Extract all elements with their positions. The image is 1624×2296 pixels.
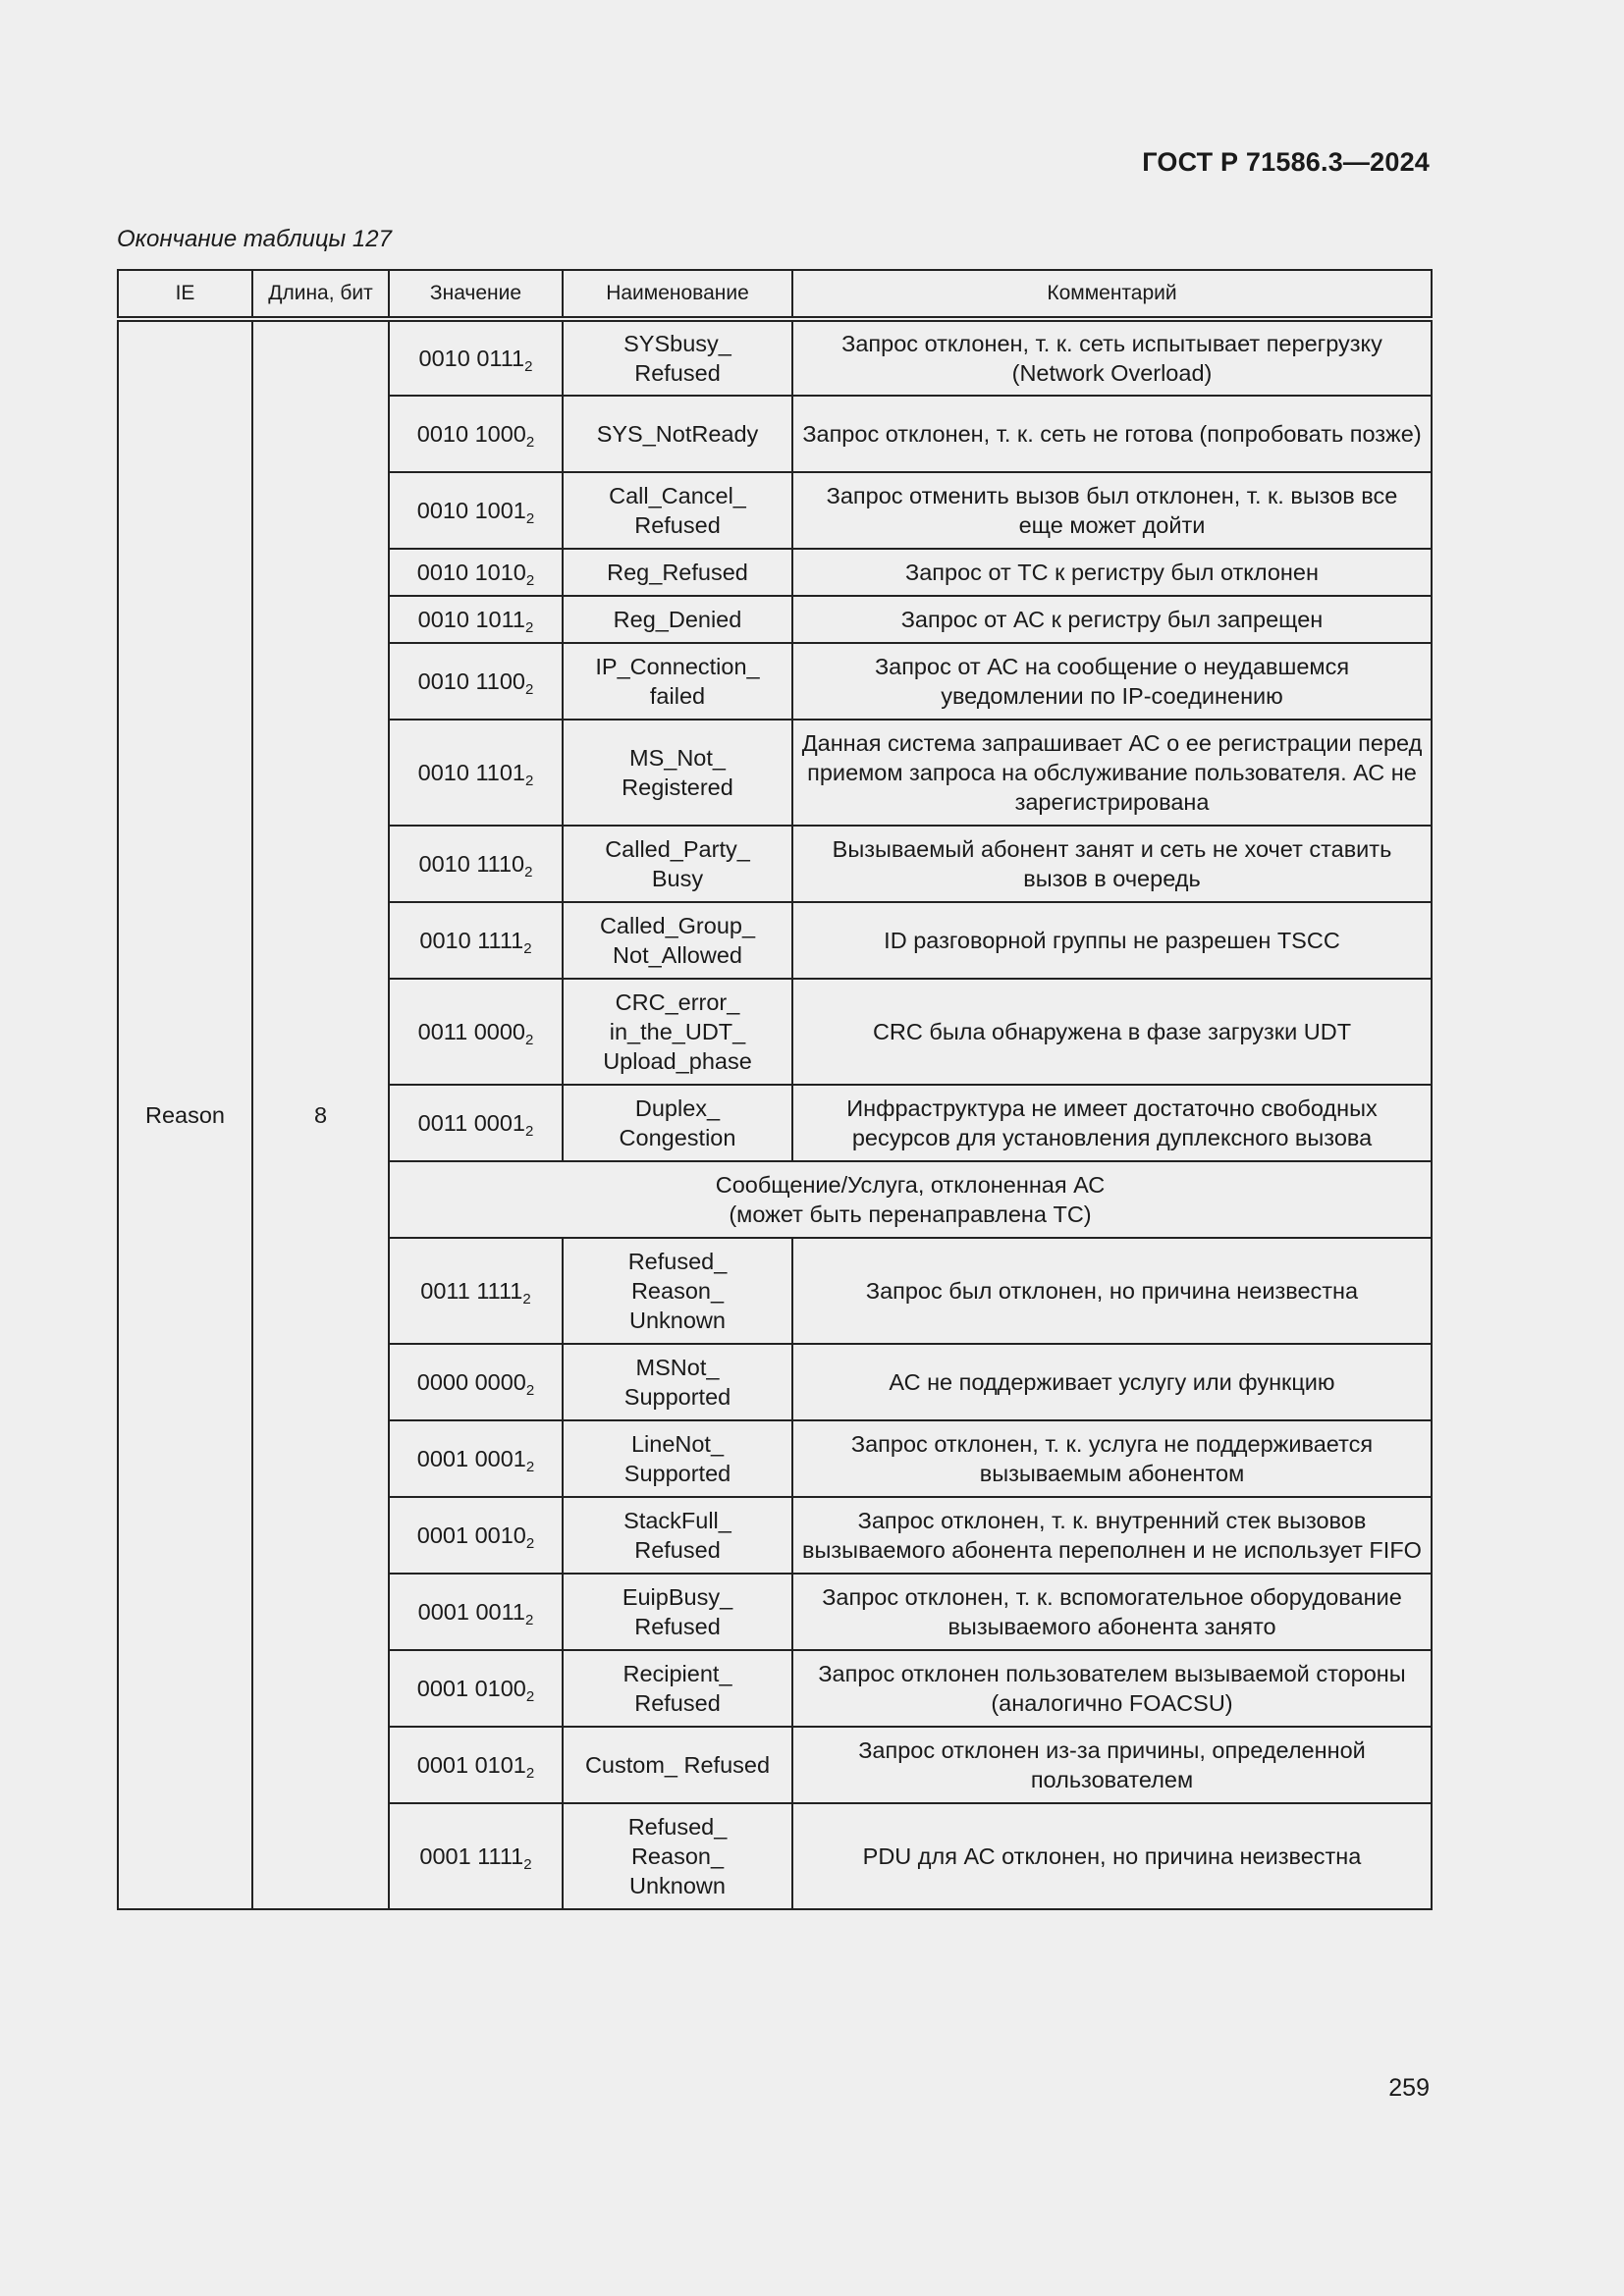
name-cell: Call_Cancel_ Refused [563, 472, 792, 549]
value-base-subscript: 2 [525, 572, 535, 589]
value-text: 0011 1111 [420, 1278, 523, 1304]
value-base-subscript: 2 [525, 1382, 535, 1399]
value-cell [389, 902, 563, 979]
value-base-subscript: 2 [524, 358, 533, 375]
value-cell [389, 1238, 563, 1344]
value-base-subscript: 2 [523, 940, 532, 957]
value-base-subscript: 2 [522, 1291, 531, 1308]
value-base-subscript: 2 [525, 1032, 534, 1048]
value-base-subscript: 2 [525, 773, 534, 789]
table-header-row [118, 270, 1432, 319]
name-cell: MSNot_ Supported [563, 1344, 792, 1420]
comment-cell: Запрос был отклонен, но причина неизвестна [792, 1238, 1432, 1344]
value-base-subscript: 2 [525, 619, 534, 636]
value-cell [389, 643, 563, 720]
section-title-line-2: (может быть перенаправлена ТС) [729, 1201, 1092, 1227]
value-text: 0011 0001 [417, 1110, 525, 1136]
column-header-ie: IE [118, 270, 252, 319]
value-cell [389, 826, 563, 902]
value-cell [389, 472, 563, 549]
value-cell [389, 1420, 563, 1497]
value-text: 0001 0100 [416, 1676, 526, 1701]
column-header-name: Наименование [563, 270, 792, 319]
name-cell: Reg_Refused [563, 549, 792, 596]
value-text: 0010 1110 [418, 851, 525, 877]
value-text: 0001 0101 [416, 1752, 526, 1778]
table-body [118, 319, 1432, 1909]
value-base-subscript: 2 [525, 510, 535, 527]
name-cell: EuipBusy_ Refused [563, 1574, 792, 1650]
name-cell: Refused_ Reason_ Unknown [563, 1238, 792, 1344]
column-header-comment: Комментарий [792, 270, 1432, 319]
column-header-length: Длина, бит [252, 270, 389, 319]
comment-cell: Запрос отклонен, т. к. вспомогательное оборудование вызываемого абонента занято [792, 1574, 1432, 1650]
value-cell [389, 396, 563, 472]
value-base-subscript: 2 [525, 1765, 535, 1782]
table-row [118, 319, 1432, 396]
name-cell: Called_Party_ Busy [563, 826, 792, 902]
comment-cell: Запрос от ТС к регистру был отклонен [792, 549, 1432, 596]
reason-table [117, 269, 1433, 1910]
document-code: ГОСТ Р 71586.3—2024 [1142, 147, 1430, 177]
value-base-subscript: 2 [523, 1856, 532, 1873]
comment-cell: Вызываемый абонент занят и сеть не хочет ставить вызов в очередь [792, 826, 1432, 902]
comment-cell: Запрос от АС к регистру был запрещен [792, 596, 1432, 643]
name-cell: Recipient_ Refused [563, 1650, 792, 1727]
value-text: 0001 0011 [417, 1599, 525, 1625]
name-cell: Refused_ Reason_ Unknown [563, 1803, 792, 1909]
comment-cell: Запрос от АС на сообщение о неудавшемся уведомлении по IP-соединению [792, 643, 1432, 720]
value-cell [389, 319, 563, 396]
comment-cell: Инфраструктура не имеет достаточно свободных ресурсов для установления дуплексного вызова [792, 1085, 1432, 1161]
name-cell: Duplex_ Congestion [563, 1085, 792, 1161]
value-cell [389, 1727, 563, 1803]
value-text: 0010 1111 [419, 928, 524, 953]
value-text: 0010 1010 [416, 560, 526, 585]
comment-cell: PDU для АС отклонен, но причина неизвестна [792, 1803, 1432, 1909]
name-cell: SYS_NotReady [563, 396, 792, 472]
value-base-subscript: 2 [525, 681, 534, 698]
comment-cell: Данная система запрашивает АС о ее регистрации перед приемом запроса на обслуживание пользователя. АС не зарегистрирована [792, 720, 1432, 826]
ie-cell: Reason [118, 319, 252, 1909]
value-cell [389, 1497, 563, 1574]
value-cell [389, 720, 563, 826]
value-cell [389, 1650, 563, 1727]
value-text: 0001 0010 [416, 1522, 526, 1548]
section-title-line-1: Сообщение/Услуга, отклоненная АС [715, 1172, 1106, 1198]
comment-cell: Запрос отклонен, т. к. сеть испытывает перегрузку (Network Overload) [792, 319, 1432, 396]
comment-cell: АС не поддерживает услугу или функцию [792, 1344, 1432, 1420]
name-cell: Called_Group_ Not_Allowed [563, 902, 792, 979]
name-cell: SYSbusy_ Refused [563, 319, 792, 396]
page-number: 259 [1388, 2074, 1430, 2102]
comment-cell: ID разговорной группы не разрешен TSCC [792, 902, 1432, 979]
value-text: 0010 1000 [416, 421, 526, 447]
value-text: 0010 1001 [416, 498, 526, 523]
value-cell [389, 549, 563, 596]
comment-cell: Запрос отменить вызов был отклонен, т. к. вызов все еще может дойти [792, 472, 1432, 549]
name-cell: StackFull_ Refused [563, 1497, 792, 1574]
value-base-subscript: 2 [525, 1688, 535, 1705]
value-base-subscript: 2 [524, 864, 533, 881]
value-text: 0001 0001 [416, 1446, 526, 1471]
comment-cell: Запрос отклонен, т. к. внутренний стек вызовов вызываемого абонента переполнен и не использует FIFO [792, 1497, 1432, 1574]
comment-cell: Запрос отклонен, т. к. услуга не поддерживается вызываемым абонентом [792, 1420, 1432, 1497]
value-text: 0010 0111 [418, 346, 525, 371]
column-header-value: Значение [389, 270, 563, 319]
value-cell [389, 979, 563, 1085]
section-cell [389, 1161, 1432, 1238]
length-cell: 8 [252, 319, 389, 1909]
value-base-subscript: 2 [525, 434, 535, 451]
value-base-subscript: 2 [525, 1123, 534, 1140]
name-cell: MS_Not_ Registered [563, 720, 792, 826]
value-cell [389, 596, 563, 643]
table-caption: Окончание таблицы 127 [117, 226, 392, 252]
value-cell [389, 1085, 563, 1161]
value-text: 0000 0000 [416, 1369, 526, 1395]
value-text: 0011 0000 [417, 1019, 525, 1044]
name-cell: Reg_Denied [563, 596, 792, 643]
comment-cell: Запрос отклонен пользователем вызываемой стороны (аналогично FOACSU) [792, 1650, 1432, 1727]
comment-cell: Запрос отклонен из-за причины, определенной пользователем [792, 1727, 1432, 1803]
value-base-subscript: 2 [525, 1612, 534, 1629]
value-base-subscript: 2 [525, 1459, 535, 1475]
name-cell: Custom_ Refused [563, 1727, 792, 1803]
value-base-subscript: 2 [525, 1535, 535, 1552]
value-cell [389, 1574, 563, 1650]
comment-cell: Запрос отклонен, т. к. сеть не готова (попробовать позже) [792, 396, 1432, 472]
value-cell [389, 1803, 563, 1909]
name-cell: IP_Connection_ failed [563, 643, 792, 720]
value-text: 0010 1011 [417, 607, 525, 632]
value-text: 0010 1101 [417, 760, 525, 785]
comment-cell: CRC была обнаружена в фазе загрузки UDT [792, 979, 1432, 1085]
value-text: 0010 1100 [417, 668, 525, 694]
value-text: 0001 1111 [419, 1843, 524, 1869]
value-cell [389, 1344, 563, 1420]
name-cell: CRC_error_ in_the_UDT_ Upload_phase [563, 979, 792, 1085]
name-cell: LineNot_ Supported [563, 1420, 792, 1497]
